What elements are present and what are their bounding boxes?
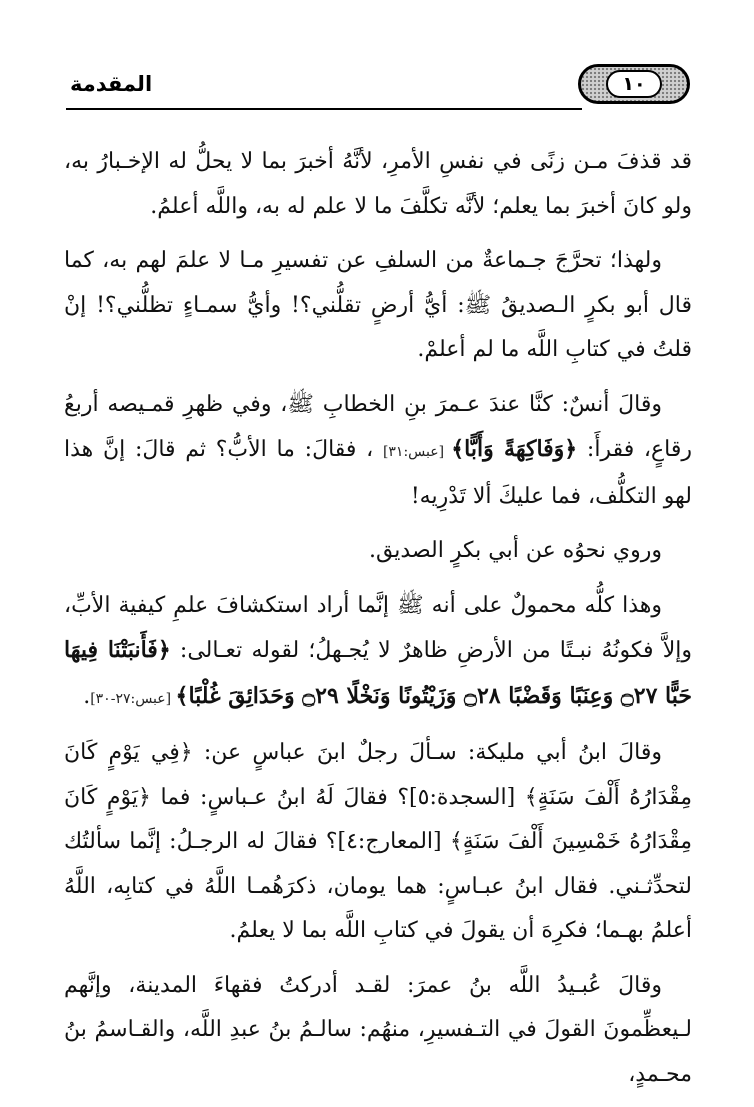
paragraph-6: وقالَ ابنُ أبي مليكة: سـألَ رجلٌ ابنَ عباسٍ عن: ﴿فِي يَوْمٍ كَانَ مِقْدَارُهُ أَلْفَ سَنَةٍ﴾ [السجدة:٥]؟ فقالَ لَهُ ابنُ عـباسٍ: فما ﴿يَوْمٍ كَانَ مِقْدَارُهُ خَمْسِينَ أَلْفَ سَنَةٍ﴾ [المعارج:٤]؟ فقالَ له الرجـلُ: إنَّما سألتُك لتحدِّثـني. فقال ابنُ عبـاسٍ: هما يومان، ذكرَهُمـا اللَّهُ في كتابِه، اللَّهُ أعلمُ بهـما؛ فكرِهَ أن يقولَ في كتابِ اللَّه بما لا يعلمُ. [64, 740, 692, 943]
quran-verse: ﴿وَفَاكِهَةً وَأَبًّا﴾ [451, 436, 578, 462]
page-title: المقدمة [70, 72, 153, 96]
page-number-badge [578, 64, 690, 104]
paragraph-1: قد قذفَ مـن زنًى في نفسِ الأمرِ، لأنَّهُ أخبرَ بما لا يحلُّ له الإخـبارُ به، ولو كانَ أخبرَ بما يعلم؛ لأنَّه تكلَّفَ ما لا علم له به، واللَّه أعلمُ. [64, 149, 692, 219]
paragraph-7: وقالَ عُبـيدُ اللَّه بنُ عمرَ: لقـد أدركتُ فقهاءَ المدينة، وإنَّهم لـيعظِّمونَ القولَ في التـفسيرِ، منهُم: سالـمُ بنُ عبدِ اللَّه، والقـاسمُ بنُ محـمدٍ، [64, 972, 692, 1087]
paragraph-5-after: . [83, 683, 91, 709]
paragraph-3 [64, 383, 692, 520]
paragraph-3-after: ، فقالَ: ما الأبُّ؟ ثم قالَ: إنَّ هذا لهو التكلُّف، فما عليكَ ألا تَدْرِيه! [64, 437, 692, 509]
verse-reference: [عبس:٣١] [382, 444, 452, 460]
body-text [64, 140, 692, 1107]
paragraph-2: ولهذا؛ تحرَّجَ جـماعةٌ من السلفِ عن تفسيرِ مـا لا علمَ لهم به، كما قال أبو بكرٍ الـصديقُ ﷺ: أيُّ أرضٍ تقلُّني؟! وأيُّ سمـاءٍ تظلُّني؟! إنْ قلتُ في كتابِ اللَّه ما لم أعلمْ. [64, 248, 692, 362]
paragraph-4: وروي نحوُه عن أبي بكرٍ الصديق. [368, 538, 662, 563]
verse-reference: [عبس:٢٧-٣٠] [90, 690, 176, 707]
header-divider [66, 108, 582, 110]
paragraph-5 [64, 584, 692, 722]
quran-verse: ﴿فَأَنبَتْنَا فِيهَا حَبًّا ۝٢٧ وَعِنَبًا وَقَضْبًا ۝٢٨ وَزَيْتُونًا وَنَخْلًا ۝٢٩ وَحَدَائِقَ غُلْبًا﴾ [64, 637, 692, 709]
paragraph-3-before: وقالَ أنسٌ: كنَّا عندَ عـمرَ بنِ الخطابِ ﷺ، وفي ظهرِ قمـيصه أربعُ رقاعٍ، فقرأَ: [64, 391, 692, 462]
page-number: ١٠ [606, 70, 662, 98]
page-header [66, 62, 690, 112]
paragraph-5-before: وهذا كلُّه محمولٌ على أنه ﷺ إنَّما أراد استكشافَ علمِ كيفية الأبِّ، وإلاَّ فكونُهُ نبـتًا من الأرضِ ظاهرٌ لا يُجـهلُ؛ لقوله تعـالى: [64, 592, 692, 663]
